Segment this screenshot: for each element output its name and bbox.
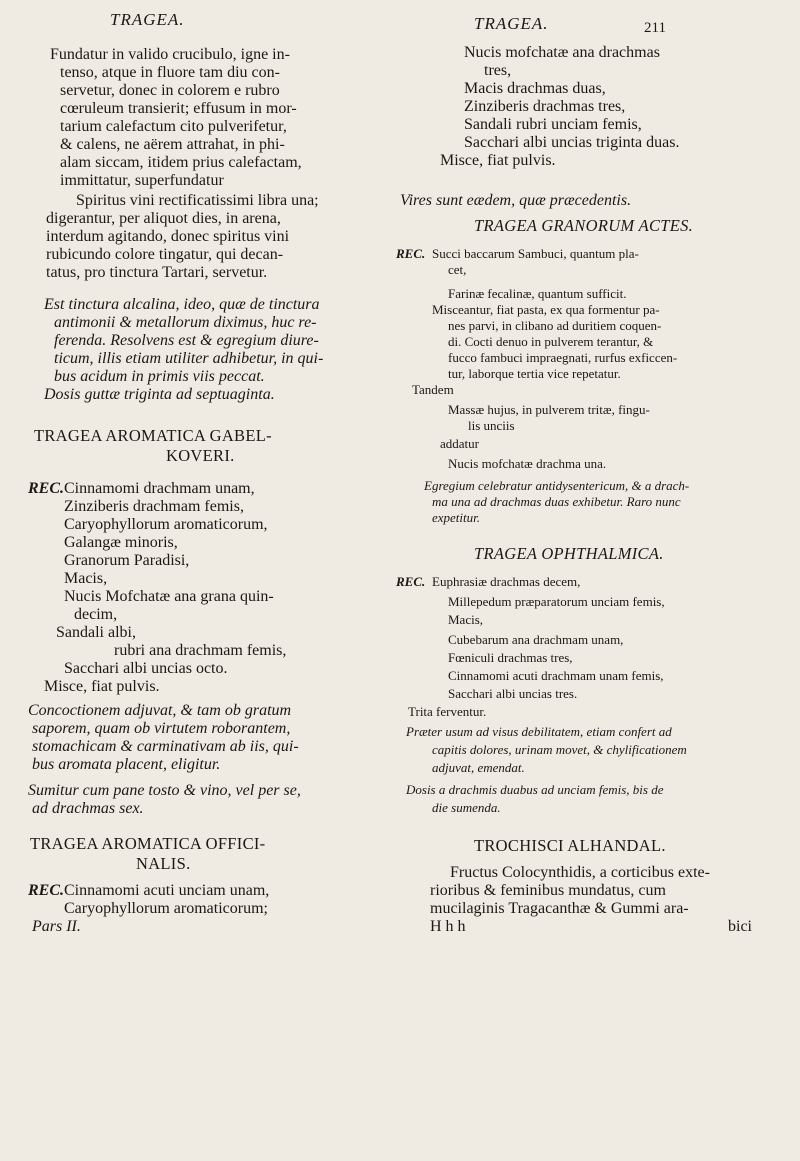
ingredient-line: Trita ferventur. — [408, 704, 487, 719]
text-line: & calens, ne aërem attrahat, in phi- — [60, 136, 285, 153]
ingredient-line: Tandem — [412, 382, 454, 397]
recipe-label: REC. — [28, 480, 65, 497]
text-line: interdum agitando, donec spiritus vini — [46, 228, 290, 245]
recipe-label: REC. — [396, 246, 426, 261]
ingredient-line: Sandali rubri unciam femis, — [464, 116, 642, 133]
text-line: tarium calefactum cito pulverifetur, — [60, 118, 287, 135]
ingredient-line: Cinnamomi drachmam unam, — [64, 480, 255, 497]
running-head-left: TRAGEA. — [110, 10, 185, 29]
text-line: Fundatur in valido crucibulo, igne in- — [50, 46, 290, 63]
title-line: TRAGEA AROMATICA OFFICI- — [30, 834, 266, 853]
text-line: saporem, quam ob virtutem roborantem, — [32, 720, 291, 737]
text-line: Egregium celebratur antidysentericum, & a drach- — [424, 478, 690, 493]
ingredient-line: Cubebarum ana drachmam unam, — [448, 632, 624, 647]
ingredient-line: cet, — [448, 262, 467, 277]
ingredient-line: Misceantur, fiat pasta, ex qua formentur pa- — [432, 302, 660, 317]
text-line: Spiritus vini rectificatissimi libra una; — [76, 192, 319, 209]
title-line: TRAGEA AROMATICA GABEL- — [34, 426, 272, 445]
ingredient-line: Fœniculi drachmas tres, — [448, 650, 573, 665]
ingredient-line: Misce, fiat pulvis. — [44, 678, 160, 695]
ingredient-line: tur, laborque tertia vice repetatur. — [448, 366, 621, 381]
ingredient-line: Cinnamomi acuti drachmam unam femis, — [448, 668, 664, 683]
text-line: ma una ad drachmas duas exhibetur. Raro nunc — [432, 494, 681, 509]
ingredient-line: Zinziberis drachmam femis, — [64, 498, 244, 515]
ingredient-line: lis unciis — [468, 418, 515, 433]
ingredient-line: tres, — [484, 62, 512, 79]
text-line: Dosis a drachmis duabus ad unciam femis, bis de — [406, 782, 664, 797]
ingredient-line: Sacchari albi uncias tres. — [448, 686, 578, 701]
catchword: bici — [728, 918, 752, 935]
text-line: rioribus & feminibus mundatus, cum — [430, 882, 666, 899]
title-line: KOVERI. — [166, 446, 235, 465]
text-line: mucilaginis Tragacanthæ & Gummi ara- — [430, 900, 689, 917]
ingredient-line: Zinziberis drachmas tres, — [464, 98, 626, 115]
ingredient-line: Succi baccarum Sambuci, quantum pla- — [432, 246, 639, 261]
ingredient-line: Sandali albi, — [56, 624, 136, 641]
footer-pars: Pars II. — [32, 918, 81, 935]
text-line: digerantur, per aliquot dies, in arena, — [46, 210, 281, 227]
text-line: ferenda. Resolvens est & egregium diure- — [54, 332, 319, 349]
ingredient-line: Nucis Mofchatæ ana grana quin- — [64, 588, 274, 605]
text-line: cœruleum transierit; effusum in mor- — [60, 100, 297, 117]
text-line: Fructus Colocynthidis, a corticibus exte- — [450, 864, 710, 881]
page-number: 211 — [644, 20, 666, 36]
ingredient-line: Cinnamomi acuti unciam unam, — [64, 882, 270, 899]
text-line: bus aromata placent, eligitur. — [32, 756, 221, 773]
text-line: Concoctionem adjuvat, & tam ob gratum — [28, 702, 292, 719]
ingredient-line: Nucis mofchatæ ana drachmas — [464, 44, 660, 61]
text-line: Sumitur cum pane tosto & vino, vel per se, — [28, 782, 301, 799]
recipe-label: REC. — [396, 574, 426, 589]
ingredient-line: decim, — [74, 606, 118, 623]
text-line: tatus, pro tinctura Tartari, servetur. — [46, 264, 268, 281]
text-line: capitis dolores, urinam movet, & chylificationem — [432, 742, 687, 757]
text-line: bus acidum in primis viis peccat. — [54, 368, 265, 385]
text-line: Est tinctura alcalina, ideo, quæ de tinctura — [44, 296, 320, 313]
ingredient-line: Macis drachmas duas, — [464, 80, 606, 97]
ingredient-line: Euphrasiæ drachmas decem, — [432, 574, 581, 589]
ingredient-line: addatur — [440, 436, 479, 451]
ingredient-line: Macis, — [64, 570, 108, 587]
title-line: NALIS. — [136, 854, 191, 873]
vires-note: Vires sunt eædem, quæ præcedentis. — [400, 192, 632, 209]
text-line: ticum, illis etiam utiliter adhibetur, in qui- — [54, 350, 324, 367]
ingredient-line: Sacchari albi uncias octo. — [64, 660, 228, 677]
text-line: servetur, donec in colorem e rubro — [60, 82, 280, 99]
ingredient-line: Caryophyllorum aromaticorum; — [64, 900, 268, 917]
ingredient-line: rubri ana drachmam femis, — [114, 642, 287, 659]
ingredient-line: nes parvi, in clibano ad duritiem coquen- — [448, 318, 662, 333]
text-line: stomachicam & carminativam ab iis, qui- — [32, 738, 299, 755]
ingredient-line: Sacchari albi uncias triginta duas. — [464, 134, 680, 151]
ingredient-line: Millepedum præparatorum unciam femis, — [448, 594, 665, 609]
text-line: expetitur. — [432, 510, 481, 525]
recipe-label: REC. — [28, 882, 65, 899]
ingredient-line: fucco fambuci impraegnati, rurfus exficcen- — [448, 350, 678, 365]
section-title-granorum: TRAGEA GRANORUM ACTES. — [474, 216, 694, 235]
section-title-alhandal: TROCHISCI ALHANDAL. — [474, 836, 666, 855]
section-title-ophthalmica: TRAGEA OPHTHALMICA. — [474, 544, 664, 563]
ingredient-line: Massæ hujus, in pulverem tritæ, fingu- — [448, 402, 650, 417]
text-line: antimonii & metallorum diximus, huc re- — [54, 314, 317, 331]
ingredient-line: Macis, — [448, 612, 484, 627]
ingredient-line: Misce, fiat pulvis. — [440, 152, 556, 169]
text-line: die sumenda. — [432, 800, 501, 815]
ingredient-line: Caryophyllorum aromaticorum, — [64, 516, 268, 533]
text-line: ad drachmas sex. — [32, 800, 144, 817]
text-line: Præter usum ad visus debilitatem, etiam confert ad — [406, 724, 672, 739]
ingredient-line: Granorum Paradisi, — [64, 552, 190, 569]
ingredient-line: Galangæ minoris, — [64, 534, 178, 551]
text-line: rubicundo colore tingatur, qui decan- — [46, 246, 284, 263]
text-line: Dosis guttæ triginta ad septuaginta. — [44, 386, 275, 403]
ingredient-line: Nucis mofchatæ drachma una. — [448, 456, 607, 471]
text-line: adjuvat, emendat. — [432, 760, 525, 775]
signature-mark: H h h — [430, 918, 466, 935]
text-line: immittatur, superfundatur — [60, 172, 224, 189]
text-line: alam siccam, itidem prius calefactam, — [60, 154, 302, 171]
ingredient-line: di. Cocti denuo in pulverem terantur, & — [448, 334, 654, 349]
ingredient-line: Farinæ fecalinæ, quantum sufficit. — [448, 286, 627, 301]
running-head-right: TRAGEA. — [474, 14, 549, 33]
text-line: tenso, atque in fluore tam diu con- — [60, 64, 280, 81]
